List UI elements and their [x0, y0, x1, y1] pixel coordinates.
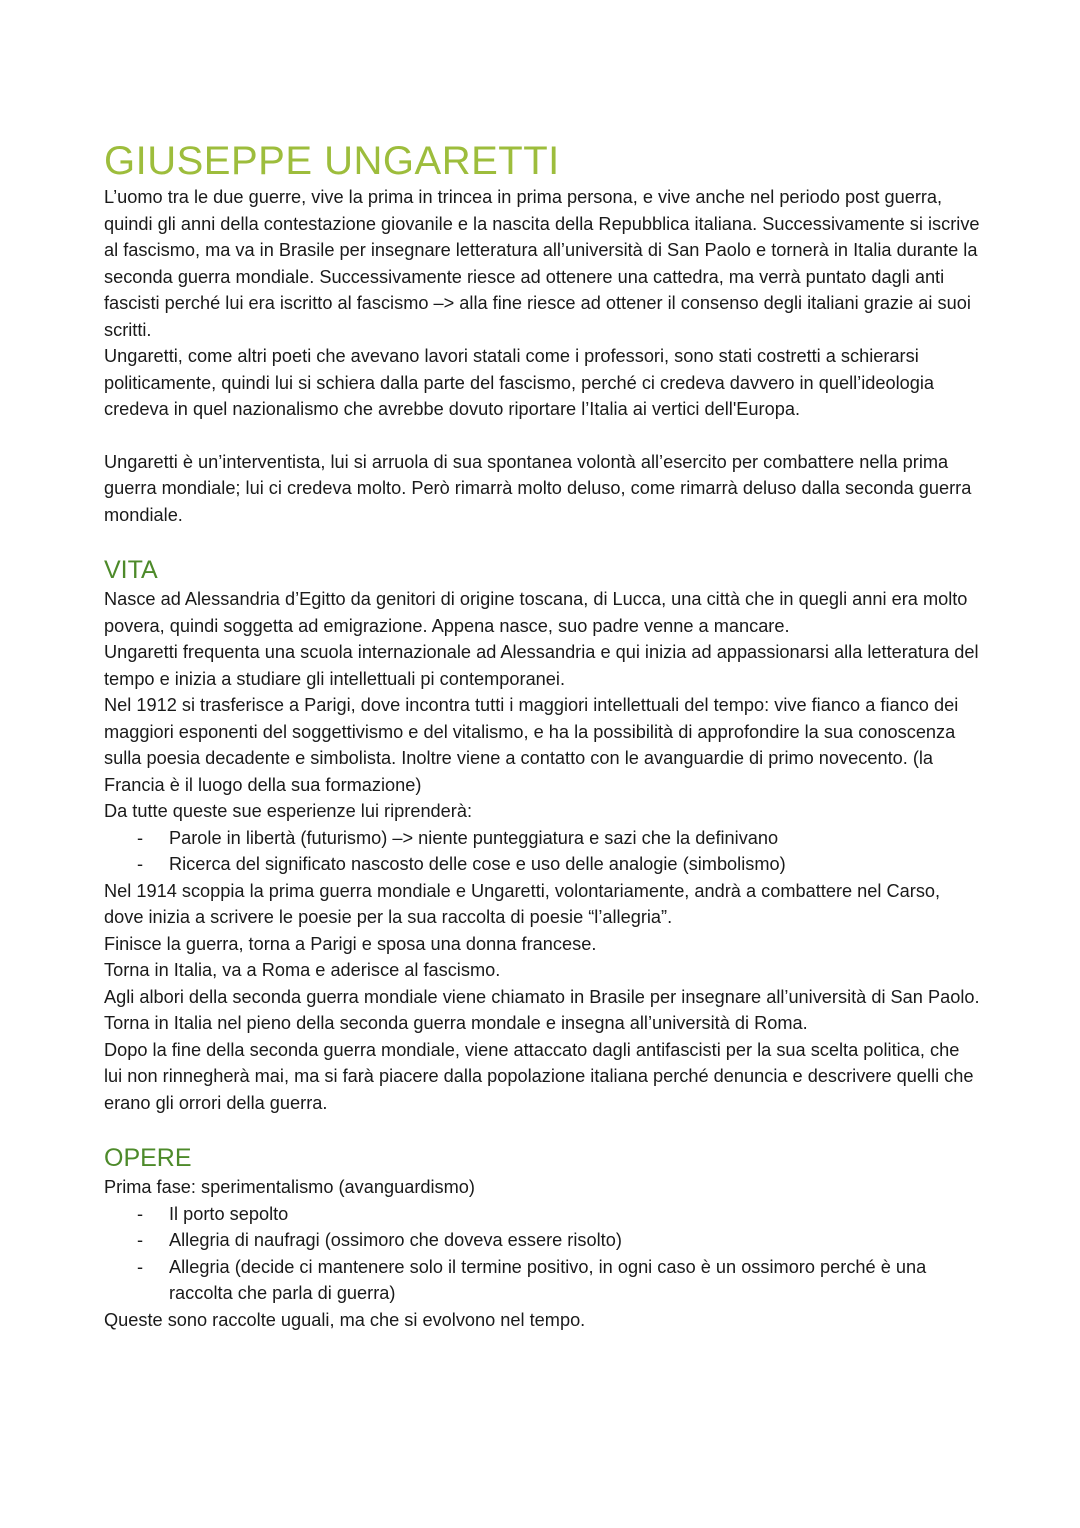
vita-paragraph: Nel 1912 si trasferisce a Parigi, dove incontra tutti i maggiori intellettuali del tempo: vive fianco a fianco dei maggiori esponenti del soggettivismo e del vitalismo, e ha la possibilità di approfondire la sua conoscenza sulla poesia decadente e simbolista. Inoltre viene a contatto con le avanguardie di primo novecento. (la Francia è il luogo della sua formazione) [104, 695, 959, 795]
vita-heading: VITA [104, 556, 158, 584]
vita-paragraph: Torna in Italia nel pieno della seconda guerra mondale e insegna all’università di Roma. [104, 1013, 808, 1033]
list-item: - Allegria di naufragi (ossimoro che doveva essere risolto) [169, 1227, 980, 1254]
intro-paragraph-3: Ungaretti è un’interventista, lui si arruola di sua spontanea volontà all’esercito per combattere nella prima guerra mondiale; lui ci credeva molto. Però rimarrà molto deluso, come rimarrà deluso dalla seconda guerra mondiale. [104, 451, 972, 525]
opere-list [104, 1201, 980, 1307]
vita-paragraph: Nasce ad Alessandria d’Egitto da genitori di origine toscana, di Lucca, una città che in quegli anni era molto povera, quindi soggetta ad emigrazione. Appena nasce, suo padre venne a mancare. [104, 589, 968, 636]
opere-intro: Prima fase: sperimentalismo (avanguardismo) [104, 1177, 475, 1197]
page-title: GIUSEPPE UNGARETTI [104, 139, 560, 183]
vita-paragraph: Agli albori della seconda guerra mondiale viene chiamato in Brasile per insegnare all’università di San Paolo. [104, 986, 980, 1007]
list-item: - Il porto sepolto [169, 1201, 980, 1228]
opere-heading: OPERE [104, 1144, 192, 1172]
vita-list [104, 825, 980, 878]
list-item: - Parole in libertà (futurismo) –> niente punteggiatura e sazi che la definivano [169, 825, 980, 852]
vita-paragraph: Da tutte queste sue esperienze lui riprenderà: [104, 801, 473, 821]
intro-section [104, 184, 980, 528]
intro-paragraph-1: L’uomo tra le due guerre, vive la prima in trincea in prima persona, e vive anche nel periodo post guerra, quindi gli anni della contestazione giovanile e la nascita della Repubblica italiana. Successivamente si iscrive al fascismo, ma va in Brasile per insegnare letteratura all’università di San Paolo e tornerà in Italia durante la seconda guerra mondiale. Successivamente riesce ad ottenere una cattedra, ma verrà puntato dagli anti fascisti perché lui era iscritto al fascismo –> alla fine riesce ad ottener il consenso degli italiani grazie ai suoi scritti. [104, 187, 980, 340]
list-item: - Ricerca del significato nascosto delle cose e uso delle analogie (simbolismo) [169, 851, 980, 878]
opere-outro: Queste sono raccolte uguali, ma che si evolvono nel tempo. [104, 1309, 586, 1330]
vita-paragraph: Finisce la guerra, torna a Parigi e sposa una donna francese. [104, 933, 597, 954]
opere-section [104, 1142, 980, 1333]
vita-section [104, 554, 980, 1116]
vita-paragraph: Dopo la fine della seconda guerra mondiale, viene attaccato dagli antifascisti per la sua scelta politica, che lui non rinnegherà mai, ma si farà piacere dalla popolazione italiana perché denuncia e descrivere quelli che erano gli orrori della guerra. [104, 1039, 974, 1113]
intro-paragraph-2: Ungaretti, come altri poeti che avevano lavori statali come i professori, sono stati costretti a schierarsi politicamente, quindi lui si schiera dalla parte del fascismo, perché ci credeva davvero in quell’ideologia credeva in quel nazionalismo che avrebbe dovuto riportare l’Italia ai vertici dell'Europa. [104, 346, 935, 419]
list-item: - Allegria (decide ci mantenere solo il termine positivo, in ogni caso è un ossimoro perché è una raccolta che parla di guerra) [169, 1254, 980, 1307]
vita-paragraph: Torna in Italia, va a Roma e aderisce al fascismo. [104, 960, 501, 980]
vita-paragraph: Nel 1914 scoppia la prima guerra mondiale e Ungaretti, volontariamente, andrà a combattere nel Carso, dove inizia a scrivere le poesie per la sua raccolta di poesie “l’allegria”. [104, 880, 941, 927]
vita-paragraph: Ungaretti frequenta una scuola internazionale ad Alessandria e qui inizia ad appassionarsi alla letteratura del tempo e inizia a studiare gli intellettuali pi contemporanei. [104, 642, 979, 689]
